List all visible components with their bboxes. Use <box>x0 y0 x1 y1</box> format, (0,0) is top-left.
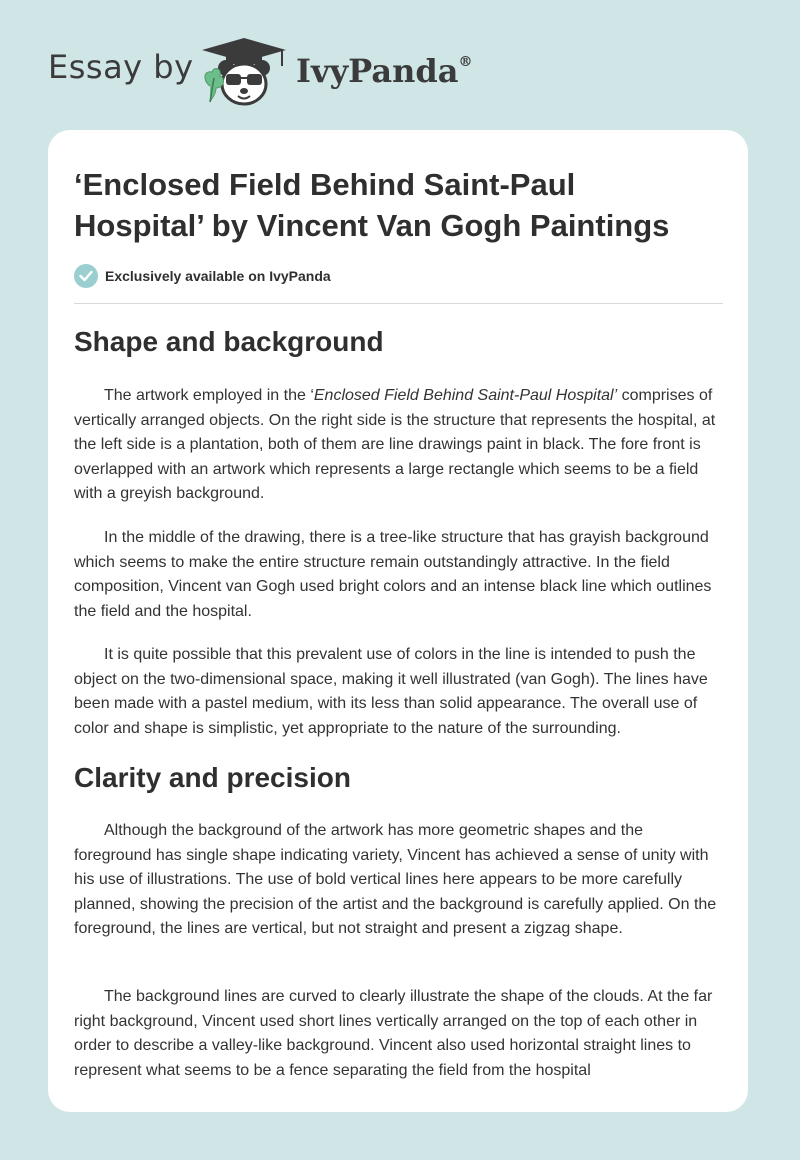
page-title: ‘Enclosed Field Behind Saint-Paul Hospital’ by Vincent Van Gogh Paintings <box>74 167 670 243</box>
divider <box>74 303 723 304</box>
paragraph: In the middle of the drawing, there is a tree-like structure that has grayish background which seems to make the entire structure remain outstandingly attractive. In the field composition, Vincent van Gogh used bright colors and an intense black line which outlines the field and the hospital. <box>74 529 712 620</box>
paragraph: Although the background of the artwork has more geometric shapes and the foreground has single shape indicating variety, Vincent has achieved a sense of unity with his use of illustrations. The use of bold vertical lines here appears to be more carefully planned, showing the precision of the artist and the background is carefully applied. On the foreground, the lines are vertical, but not straight and present a zigzag shape. <box>74 822 717 938</box>
site-header <box>0 0 800 128</box>
section-heading: Clarity and precision <box>74 762 351 793</box>
paragraph: It is quite possible that this prevalent use of colors in the line is intended to push the object on the two-dimensional space, making it well illustrated (van Gogh). The lines have been made with a pastel medium, with its less than solid appearance. The overall use of color and shape is simplistic, yet appropriate to the nature of the surrounding. <box>74 646 708 737</box>
registered-mark: ® <box>458 54 473 71</box>
brand-name[interactable]: IvyPanda® <box>296 52 473 90</box>
paragraph: The artwork employed in the ‘Enclosed Field Behind Saint-Paul Hospital’ comprises of vertically arranged objects. On the right side is the structure that represents the hospital, at the left side is a plantation, both of them are line drawings paint in black. The fore front is overlapped with an artwork which represents a large rectangle which seems to be a field with a greyish background. <box>74 387 716 503</box>
check-icon <box>74 264 98 288</box>
exclusive-label: Exclusively available on IvyPanda <box>105 268 331 284</box>
paragraph: The background lines are curved to clearly illustrate the shape of the clouds. At the far right background, Vincent used short lines vertically arranged on the top of each other in order to describe a valley-like background. Vincent also used horizontal straight lines to represent what seems to be a fence separating the field from the hospital <box>74 988 713 1079</box>
exclusive-badge <box>74 264 331 288</box>
essay-card <box>48 130 748 1112</box>
section-heading: Shape and background <box>74 326 384 357</box>
panda-graduate-icon <box>196 36 292 110</box>
essay-by-label: Essay by <box>48 48 194 86</box>
